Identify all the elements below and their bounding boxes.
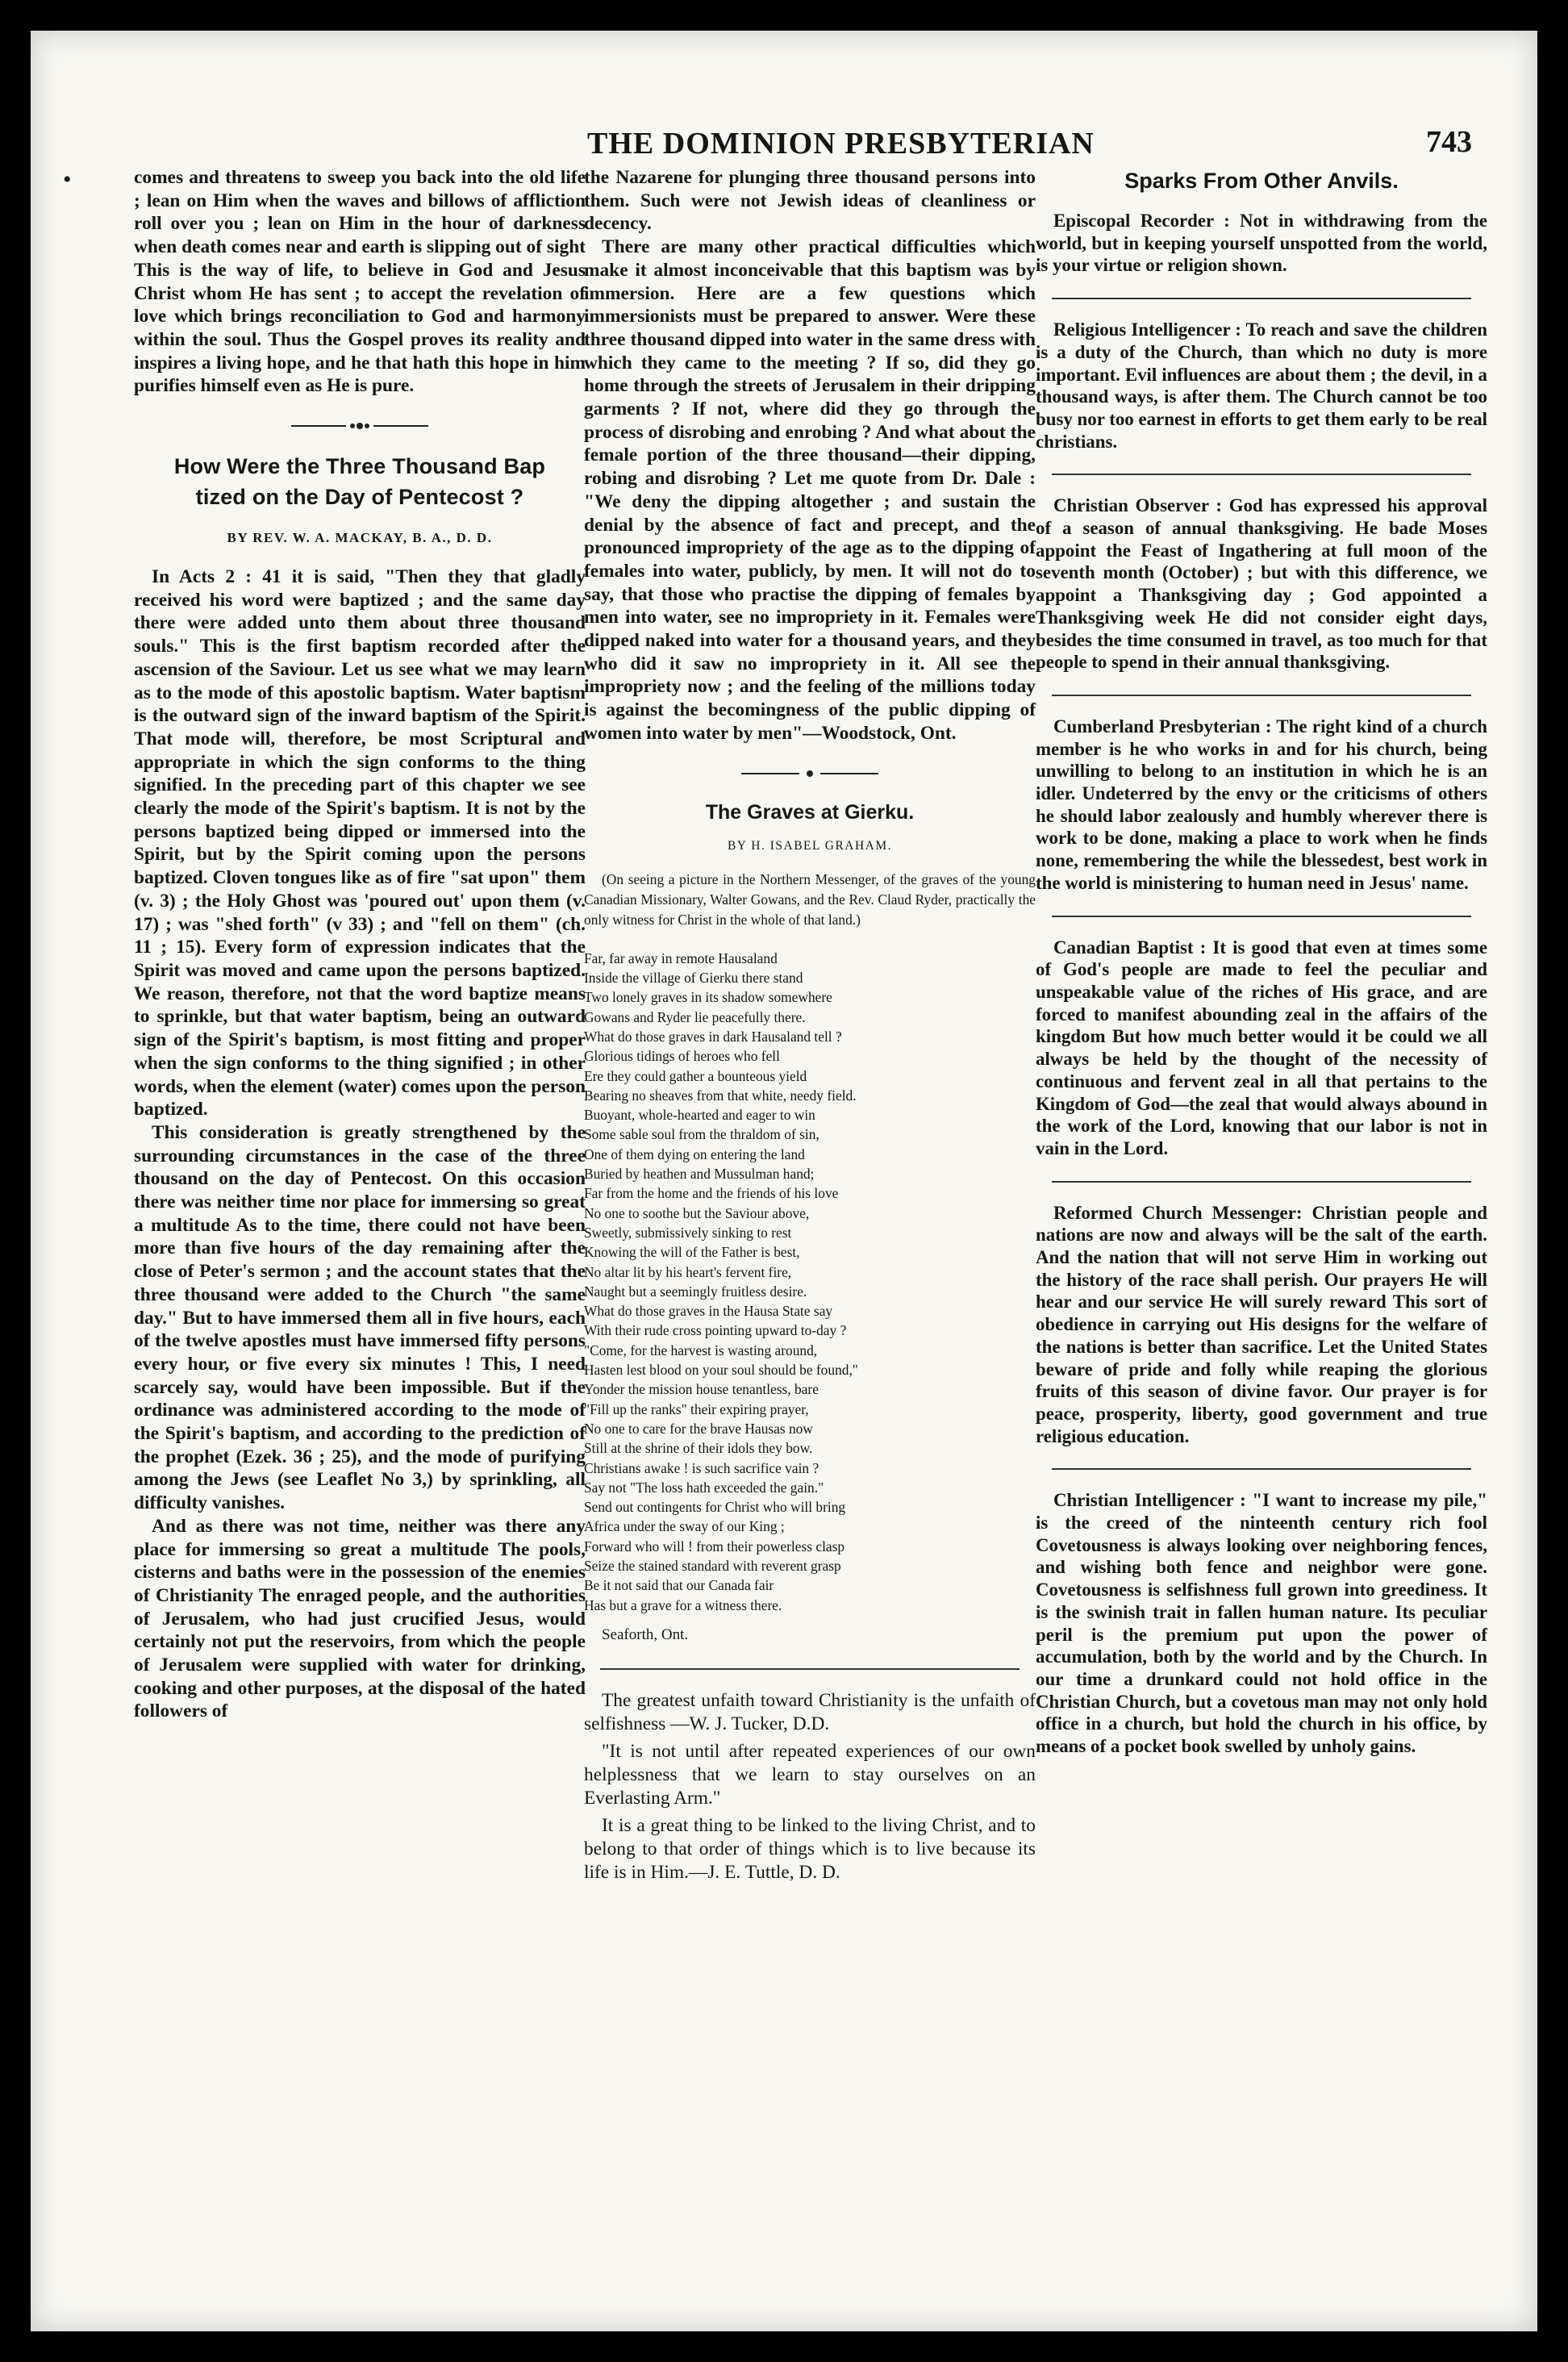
excerpt-paragraph: Episcopal Recorder : Not in withdrawing from the world, but in keeping yourself unspotted from the world, is your virtue or religion shown. xyxy=(1036,211,1487,276)
ornament-divider xyxy=(291,420,428,432)
poem-line: Be it not said that our Canada fair xyxy=(584,1577,774,1594)
page-number: 743 xyxy=(1426,125,1472,159)
poem-line: With their rude cross pointing upward to-day ? xyxy=(584,1322,847,1339)
poem-title: The Graves at Gierku. xyxy=(705,800,915,824)
poem-line: Inside the village of Gierku there stand xyxy=(584,970,803,987)
article-paragraph: And as there was not time, neither was there any place for immersing so great a multitude The pools, cisterns and baths were in the possession of the enemies of Christianity The enraged people, and the authorities of Jerusalem, who had just crucified Jesus, would certainly not put the reservoirs, from which the people of Jerusalem were supplied with water for drinking, cooking and other purposes, at the disposal of the hated followers of xyxy=(134,1515,586,1722)
column-1 xyxy=(134,166,586,1723)
excerpt-paragraph: Christian Observer : God has expressed his approval of a season of annual thanksgiving. He bade Moses appoint the Feast of Ingathering at full moon of the seventh month (October) ; but with this difference, we appoint a Thanksgiving day ; God appointed a Thanksgiving week He did not consider eight days, besides the time consumed in travel, as too much for that people to spend in their annual thanksgiving. xyxy=(1036,495,1487,673)
newspaper-page xyxy=(31,31,1537,2331)
margin-bullet: • xyxy=(63,166,72,193)
excerpt-divider xyxy=(1052,1181,1471,1183)
poem-line: Gowans and Ryder lie peacefully there. xyxy=(584,1008,806,1025)
poem-line: Naught but a seemingly fruitless desire. xyxy=(584,1283,807,1300)
poem-line: No one to soothe but the Saviour above, xyxy=(584,1204,810,1221)
quotation-paragraph: The greatest unfaith toward Christianity is the unfaith of selfishness —W. J. Tucker, D.D. xyxy=(584,1689,1036,1734)
excerpt-divider xyxy=(1052,695,1471,696)
poem-line: Forward who will ! from their powerless clasp xyxy=(584,1538,845,1554)
column-3 xyxy=(1036,166,1487,1758)
poem-line: Still at the shrine of their idols they bow. xyxy=(584,1440,813,1457)
running-head: THE DOMINION PRESBYTERIAN xyxy=(587,127,1095,161)
excerpt-paragraph: Canadian Baptist : It is good that even at times some of God's people are made to feel the peculiar and unspeakable value of the riches of His grace, and are forced to manifest abounding zeal in the affairs of the kingdom But how much better would it be could we all always be held by the thought of the necessity of continuous and fervent zeal in all that pertains to the Kingdom of God—the zeal that would always abound in the work of the Lord, knowing that our labor is not in vain in the Lord. xyxy=(1036,937,1487,1158)
article-title-line-2: tized on the Day of Pentecost ? xyxy=(195,485,524,510)
excerpt-divider xyxy=(1052,298,1471,299)
poem-line: Africa under the sway of our King ; xyxy=(584,1518,785,1535)
poem-line: No altar lit by his heart's fervent fire, xyxy=(584,1263,792,1280)
excerpt-divider xyxy=(1052,916,1471,917)
quotation-paragraph: It is a great thing to be linked to the living Christ, and to belong to that order of things which is to live because its life is in Him.—J. E. Tuttle, D. D. xyxy=(584,1815,1036,1883)
poem-line: Far from the home and the friends of his love xyxy=(584,1185,839,1202)
poem-line: "Fill up the ranks" their expiring prayer, xyxy=(584,1400,809,1417)
poem-intro-note: (On seeing a picture in the Northern Messenger, of the graves of the young Canadian Missionary, Walter Gowans, and the Rev. Claud Ryder, practically the only witness for Christ in the whole of that land.) xyxy=(584,870,1036,929)
poem-line: What do those graves in the Hausa State say xyxy=(584,1303,833,1320)
excerpt-paragraph: Reformed Church Messenger: Christian people and nations are now and always will be the salt of the earth. And the nation that will not serve Him in working out the history of the race shall perish. Our prayers He will hear and our service He will surely reward This sort of obedience in carrying out His designs for the welfare of the nations is better than sacrifice. Let the United States beware of pride and folly while reaping the glorious fruits of this season of divine favor. Our prayer is for peace, prosperity, liberty, good government and true religious education. xyxy=(1036,1202,1487,1446)
poem-line: Sweetly, submissively sinking to rest xyxy=(584,1224,792,1241)
article-title-line-1: How Were the Three Thousand Bap xyxy=(173,454,546,479)
excerpt-paragraph: Cumberland Presbyterian : The right kind of a church member is he who works in and for his church, being unwilling to belong to an institution in which he is an idler. Undeterred by the envy or the criticisms of others he should labor zealously and humbly wherever there is work to be done, making a place to work when he finds none, remembering the while the blessedest, best work in the world is ministering to human need in Jesus' name. xyxy=(1036,716,1487,893)
poem-line: Buried by heathen and Mussulman hand; xyxy=(584,1166,815,1183)
poem-line: No one to care for the brave Hausas now xyxy=(584,1420,813,1437)
poem-byline: BY H. ISABEL GRAHAM. xyxy=(727,838,893,853)
excerpt-divider xyxy=(1052,1468,1471,1470)
poem-line: Two lonely graves in its shadow somewhere xyxy=(584,989,832,1006)
poem-line: Buoyant, whole-hearted and eager to win xyxy=(584,1107,815,1124)
excerpt-paragraph: Christian Intelligencer : "I want to increase my pile," is the creed of the ninteenth century rich fool Covetousness is always looking over neighboring fences, and wishing both fence and neighbor were gone. Covetousness is selfishness full grown into greediness. It is the swinish trait in fallen human nature. Its peculiar peril is the premium put upon the power of accumulation, both by the world and by the Church. In our time a drunkard could not hold office in the Christian Church, but a covetous man may not only hold office in a church, but hold the church in his office, by means of a pocket book swelled by unholy gains. xyxy=(1036,1490,1487,1757)
poem-line: Christians awake ! is such sacrifice vain ? xyxy=(584,1459,819,1476)
poem-line: "Come, for the harvest is wasting around, xyxy=(584,1342,818,1358)
continued-paragraph: comes and threatens to sweep you back into the old life ; lean on Him when the waves and billows of affliction roll over you ; lean on Him in the hour of darkness when death comes near and earth is slipping out of sight This is the way of life, to believe in God and Jesus Christ whom He has sent ; to accept the revelation of love which brings reconciliation to God and harmony within the soul. Thus the Gospel proves its reality and inspires a living hope, and he that hath this hope in him purifies himself even as He is pure. xyxy=(134,167,586,397)
poem-line: One of them dying on entering the land xyxy=(584,1146,805,1162)
article-byline: BY REV. W. A. MACKAY, B. A., D. D. xyxy=(227,530,493,546)
article-paragraph: In Acts 2 : 41 it is said, "Then they that gladly received his word were baptized ; and the same day there were added unto them about three thousand souls." This is the first baptism recorded after the ascension of the Saviour. Let us see what we may learn as to the mode of this apostolic baptism. Water baptism is the outward sign of the inward baptism of the Spirit. That mode will, therefore, be most Scriptural and appropriate in which the sign conforms to the thing signified. In the preceding part of this chapter we see clearly the mode of the Spirit's baptism. It is not by the persons baptized being dipped or immersed into the Spirit, but by the Spirit coming upon the persons baptized. Cloven tongues like as of fire "sat upon" them (v. 3) ; the Holy Ghost was 'poured out' upon them (v. 17) ; was "shed forth" (v 33) ; and "fell on them" (ch. 11 ; 15). Every form of expression indicates that the Spirit was moved and came upon the persons baptized. We reason, therefore, not that the word baptize means to sprinkle, but that water baptism, being an outward sign of the Spirit's baptism, is most fitting and proper when the sign conforms to the thing signified ; in other words, when the element (water) comes upon the person baptized. xyxy=(134,566,586,1120)
poem-line: What do those graves in dark Hausaland tell ? xyxy=(584,1028,842,1045)
excerpt-paragraph: Religious Intelligencer : To reach and save the children is a duty of the Church, than which no duty is more important. Evil influences are about them ; the devil, in a thousand ways, is after them. The Church cannot be too busy nor too earnest in efforts to get them early to be real christians. xyxy=(1036,319,1487,452)
poem-line: Send out contingents for Christ who will bring xyxy=(584,1499,846,1516)
poem-line: Has but a grave for a witness there. xyxy=(584,1596,782,1613)
column-2 xyxy=(584,166,1036,1884)
poem-line: Glorious tidings of heroes who fell xyxy=(584,1048,780,1065)
article-title xyxy=(134,451,586,512)
poem-line: Say not "The loss hath exceeded the gain." xyxy=(584,1479,824,1496)
article-paragraph: There are many other practical difficulties which make it almost inconceivable that this baptism was by immersion. Here are a few questions which immersionists must be prepared to answer. Were these three thousand dipped into water in the same dress with which they came to the meeting ? If so, did they go home through the streets of Jerusalem in their dripping garments ? If not, where did they go through the process of disrobing and enrobing ? And what about the female portion of the three thousand—their dipping, robing and disrobing ? Let me quote from Dr. Dale : "We deny the dipping altogether ; and sustain the denial by the absence of fact and precept, and the pronounced impropriety of the age as to the dipping of females into water, publicly, by men. It will not do to say, that those who practise the dipping of females by men into water, see no impropriety in it. Females were dipped naked into water for a thousand years, and they who did it saw no impropriety in it. All see the impropriety now ; and the feeling of the millions today is against the becomingness of the public dipping of women into water by men"—Woodstock, Ont. xyxy=(584,236,1036,744)
poem-line: Bearing no sheaves from that white, needy field. xyxy=(584,1087,857,1104)
article-paragraph: the Nazarene for plunging three thousand persons into them. Such were not Jewish ideas of cleanliness or decency. xyxy=(584,167,1036,235)
quotation-paragraph: "It is not until after repeated experiences of our own helplessness that we learn to stay ourselves on an Everlasting Arm." xyxy=(584,1741,1036,1809)
article-paragraph: This consideration is greatly strengthened by the surrounding circumstances in the case of the three thousand on the day of Pentecost. On this occasion there was neither time nor place for immersing so great a multitude As to the time, there could not have been more than five hours of the day remaining after the close of Peter's sermon ; and the account states that the three thousand were added to the Church "the same day." But to have immersed them all in five hours, each of the twelve apostles must have immersed fifty persons every hour, or five every six minutes ! This, I need scarcely say, would have been impossible. But if the ordinance was administered according to the mode of the Spirit's baptism, and according to the prediction of the prophet (Ezek. 36 ; 25), and the mode of purifying among the Jews (see Leaflet No 3,) by sprinkling, all difficulty vanishes. xyxy=(134,1121,586,1514)
poem-line: Ere they could gather a bounteous yield xyxy=(584,1067,807,1084)
ornament-divider xyxy=(741,768,878,779)
section-title: Sparks From Other Anvils. xyxy=(1124,169,1399,193)
section-divider xyxy=(600,1668,1020,1670)
poem-line: Some sable soul from the thraldom of sin, xyxy=(584,1126,819,1143)
poem xyxy=(584,949,1036,1615)
poem-line: Yonder the mission house tenantless, bare xyxy=(584,1381,819,1398)
poem-line: Knowing the will of the Father is best, xyxy=(584,1244,800,1261)
poem-line: Far, far away in remote Hausaland xyxy=(584,949,778,966)
excerpt-divider xyxy=(1052,474,1471,475)
poem-line: Seize the stained standard with reverent grasp xyxy=(584,1558,841,1574)
poem-line: Hasten lest blood on your soul should be found," xyxy=(584,1362,858,1379)
poem-dateline: Seaforth, Ont. xyxy=(602,1625,689,1643)
